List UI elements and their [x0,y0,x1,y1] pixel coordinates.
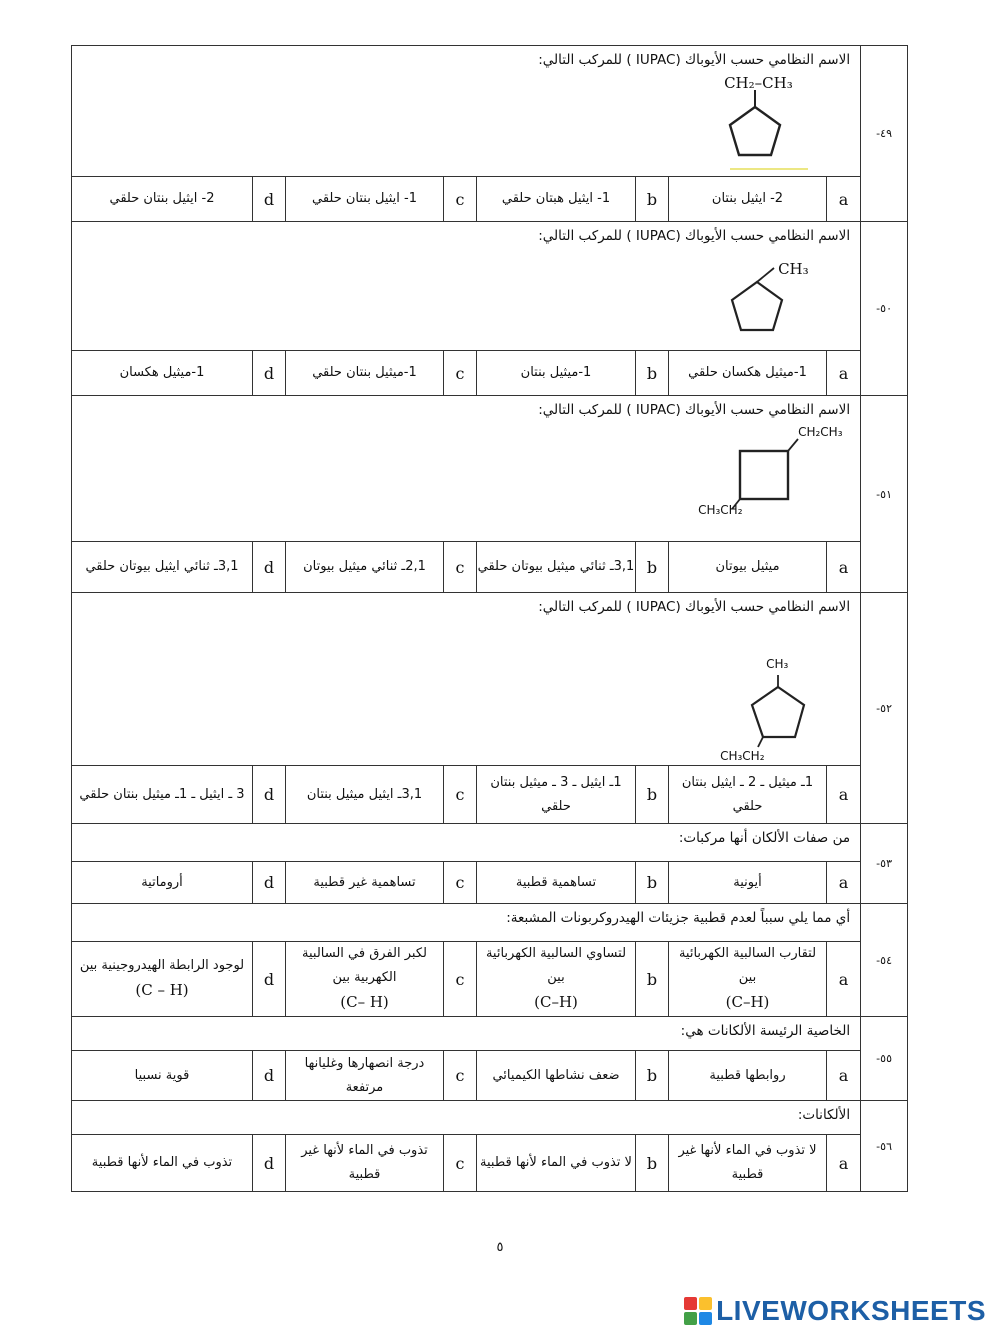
substituent-label: CH₃CH₂ [698,503,743,517]
option-formula: (C–H) [725,993,770,1011]
option-a[interactable] [669,1051,827,1101]
question-text: الاسم النظامي حسب الأيوباك (IUPAC ) للمركب التالي: [538,52,851,68]
option-c[interactable] [286,862,444,904]
option-d[interactable] [72,177,253,222]
option-letter-b: b [636,542,669,593]
question-stem-row [72,1017,908,1051]
option-a[interactable] [669,351,827,396]
question-stem-row [72,593,908,766]
option-letter-a: a [827,177,861,222]
options-row [72,766,908,824]
option-letter-c: c [444,942,477,1017]
option-text: 3,1ـ ايثيل ميثيل بنتان [306,786,423,802]
question-text: الخاصية الرئيسة الألكانات هي: [680,1023,851,1039]
option-text: ضعف نشاطها الكيميائي [492,1067,620,1083]
option-text: 1-ميثيل بنتان حلقي [312,365,417,380]
option-text: روابطها قطبية [709,1067,786,1083]
option-letter-c: c [444,1051,477,1101]
option-text: 2- ايثيل بنتان حلقي [109,191,215,206]
option-d[interactable] [72,1135,253,1192]
option-text: لا تذوب في الماء لأنها غير قطبية [678,1143,817,1182]
option-text: 3,1ـ ثنائي ميثيل بيوتان حلقي [477,559,635,574]
question-number: -٥٢ [861,593,908,824]
liveworksheets-logo-icon [684,1297,712,1325]
liveworksheets-brand[interactable] [684,1294,986,1328]
substituent-label: CH₂–CH₃ [724,74,793,92]
option-letter-d: d [253,766,286,824]
option-text: لتقارب السالبية الكهربائية بين [678,946,817,985]
question-number: -٥١ [861,396,908,593]
question-stem [72,396,860,541]
option-letter-b: b [636,177,669,222]
question-number: -٥٠ [861,222,908,396]
option-b[interactable] [477,1135,636,1192]
question-stem [72,1101,860,1134]
option-letter-b: b [636,766,669,824]
question-text: الاسم النظامي حسب الأيوباك (IUPAC ) للمركب التالي: [538,402,851,418]
option-d[interactable] [72,1051,253,1101]
option-text: ميثيل بيوتان [715,559,780,574]
option-letter-b: b [636,942,669,1017]
option-text: 3,1ـ ثنائي ايثيل بيوتان حلقي [85,559,239,574]
option-letter-c: c [444,542,477,593]
option-letter-a: a [827,1135,861,1192]
option-letter-c: c [444,177,477,222]
question-stem-row [72,824,908,862]
option-formula: (C–H) [534,993,578,1011]
structural-formula [682,417,842,537]
question-number: -٥٥ [861,1017,908,1101]
option-text: 1-ميثيل هكسان حلقي [688,365,807,380]
option-d[interactable] [72,942,253,1017]
question-number: -٥٤ [861,904,908,1017]
option-b[interactable] [477,351,636,396]
option-text: تساهمية غير قطبية [313,874,416,890]
question-table [71,45,908,1192]
option-d[interactable] [72,351,253,396]
option-text: 1- ايثيل هبتان حلقي [501,191,611,206]
option-text: أروماتية [141,874,183,890]
page-number: ٥ [496,1240,504,1255]
option-text: 2- ايثيل بنتان [711,191,784,206]
option-letter-a: a [827,542,861,593]
option-text: لا تذوب في الماء لأنها قطبية [480,1155,632,1170]
option-text: لوجود الرابطة الهيدروجينية بين [79,958,245,973]
option-text: قوية نسبيا [134,1067,190,1083]
option-letter-c: c [444,862,477,904]
option-c[interactable] [286,942,444,1017]
structural-formula [720,651,840,761]
option-text: 1-ميثيل بنتان [520,365,592,380]
option-c[interactable] [286,1051,444,1101]
option-letter-d: d [253,862,286,904]
question-stem [72,1017,860,1050]
option-text: 1ـ ميثيل ـ 2 ـ ايثيل بنتان حلقي [681,774,814,814]
option-d[interactable] [72,862,253,904]
option-text: أيونية [733,874,762,890]
question-text: الاسم النظامي حسب الأيوباك (IUPAC ) للمركب التالي: [538,599,851,615]
option-letter-b: b [636,351,669,396]
option-letter-a: a [827,351,861,396]
options-row [72,942,908,1017]
option-a[interactable] [669,942,827,1017]
option-letter-a: a [827,766,861,824]
options-row [72,862,908,904]
option-letter-b: b [636,1051,669,1101]
option-b[interactable] [477,766,636,824]
question-number: -٥٦ [861,1101,908,1192]
option-a[interactable] [669,862,827,904]
brand-name: LIVEWORKSHEETS [716,1295,986,1326]
option-b[interactable] [477,542,636,593]
question-text: الألكانات: [797,1107,851,1123]
substituent-label: CH₃CH₂ [720,749,765,763]
option-text: لتساوي السالبية الكهربائية بين [485,946,627,985]
option-text: درجة انصهارها وغليانها مرتفعة [304,1055,425,1095]
question-stem [72,904,860,941]
question-stem-row [72,396,908,542]
options-row [72,1051,908,1101]
option-text: 3 ـ ايثيل ـ 1ـ ميثيل بنتان حلقي [79,786,245,802]
option-c[interactable] [286,766,444,824]
option-letter-a: a [827,862,861,904]
option-letter-a: a [827,942,861,1017]
question-text: الاسم النظامي حسب الأيوباك (IUPAC ) للمركب التالي: [538,228,851,244]
molecule-ring-drawing [702,256,832,346]
option-letter-b: b [636,1135,669,1192]
question-number: -٥٣ [861,824,908,904]
option-letter-d: d [253,1135,286,1192]
options-row [72,177,908,222]
question-stem-row [72,1101,908,1135]
option-text: 2,1ـ ثنائي ميثيل بيوتان [303,559,426,574]
option-text: 1- ايثيل بنتان حلقي [311,191,417,206]
structural-formula [696,60,836,172]
option-c[interactable] [286,177,444,222]
substituent-label: CH₃ [766,657,789,671]
option-text: تساهمية قطبية [515,874,597,890]
question-stem-row [72,904,908,942]
option-c[interactable] [286,542,444,593]
option-b[interactable] [477,177,636,222]
option-formula: (C – H) [135,981,189,999]
substituent-label: CH₂CH₃ [798,425,843,439]
options-row [72,351,908,396]
option-text: تذوب في الماء لأنها غير قطبية [301,1143,428,1182]
option-d[interactable] [72,542,253,593]
option-a[interactable] [669,766,827,824]
option-letter-d: d [253,542,286,593]
question-text: من صفات الألكان أنها مركبات: [678,830,851,846]
question-number: -٤٩ [861,46,908,222]
option-text: تذوب في الماء لأنها قطبية [91,1155,233,1170]
option-b[interactable] [477,1051,636,1101]
option-letter-a: a [827,1051,861,1101]
question-stem [72,824,860,861]
structural-formula [702,256,832,346]
option-formula: (C– H) [340,993,389,1011]
question-stem-row [72,222,908,351]
option-letter-c: c [444,766,477,824]
option-d[interactable] [72,766,253,824]
question-stem [72,593,860,765]
option-letter-c: c [444,1135,477,1192]
options-row [72,542,908,593]
option-text: 1-ميثيل هكسان [119,365,205,380]
option-c[interactable] [286,351,444,396]
option-letter-d: d [253,177,286,222]
option-b[interactable] [477,862,636,904]
question-stem [72,46,860,176]
options-row [72,1135,908,1192]
option-b[interactable] [477,942,636,1017]
question-text: أي مما يلي سبباً لعدم قطبية جزيئات الهيدروكربونات المشبعة: [506,910,851,926]
option-letter-b: b [636,862,669,904]
option-a[interactable] [669,1135,827,1192]
option-a[interactable] [669,542,827,593]
option-text: لكبر الفرق في السالبية الكهربية بين [302,946,427,985]
question-stem [72,222,860,350]
option-letter-c: c [444,351,477,396]
option-letter-d: d [253,942,286,1017]
question-stem-row [72,46,908,177]
option-c[interactable] [286,1135,444,1192]
option-text: 1ـ ايثيل ـ 3 ـ ميثيل بنتان حلقي [490,774,622,814]
option-a[interactable] [669,177,827,222]
option-letter-d: d [253,351,286,396]
option-letter-d: d [253,1051,286,1101]
substituent-label: CH₃ [778,260,809,278]
